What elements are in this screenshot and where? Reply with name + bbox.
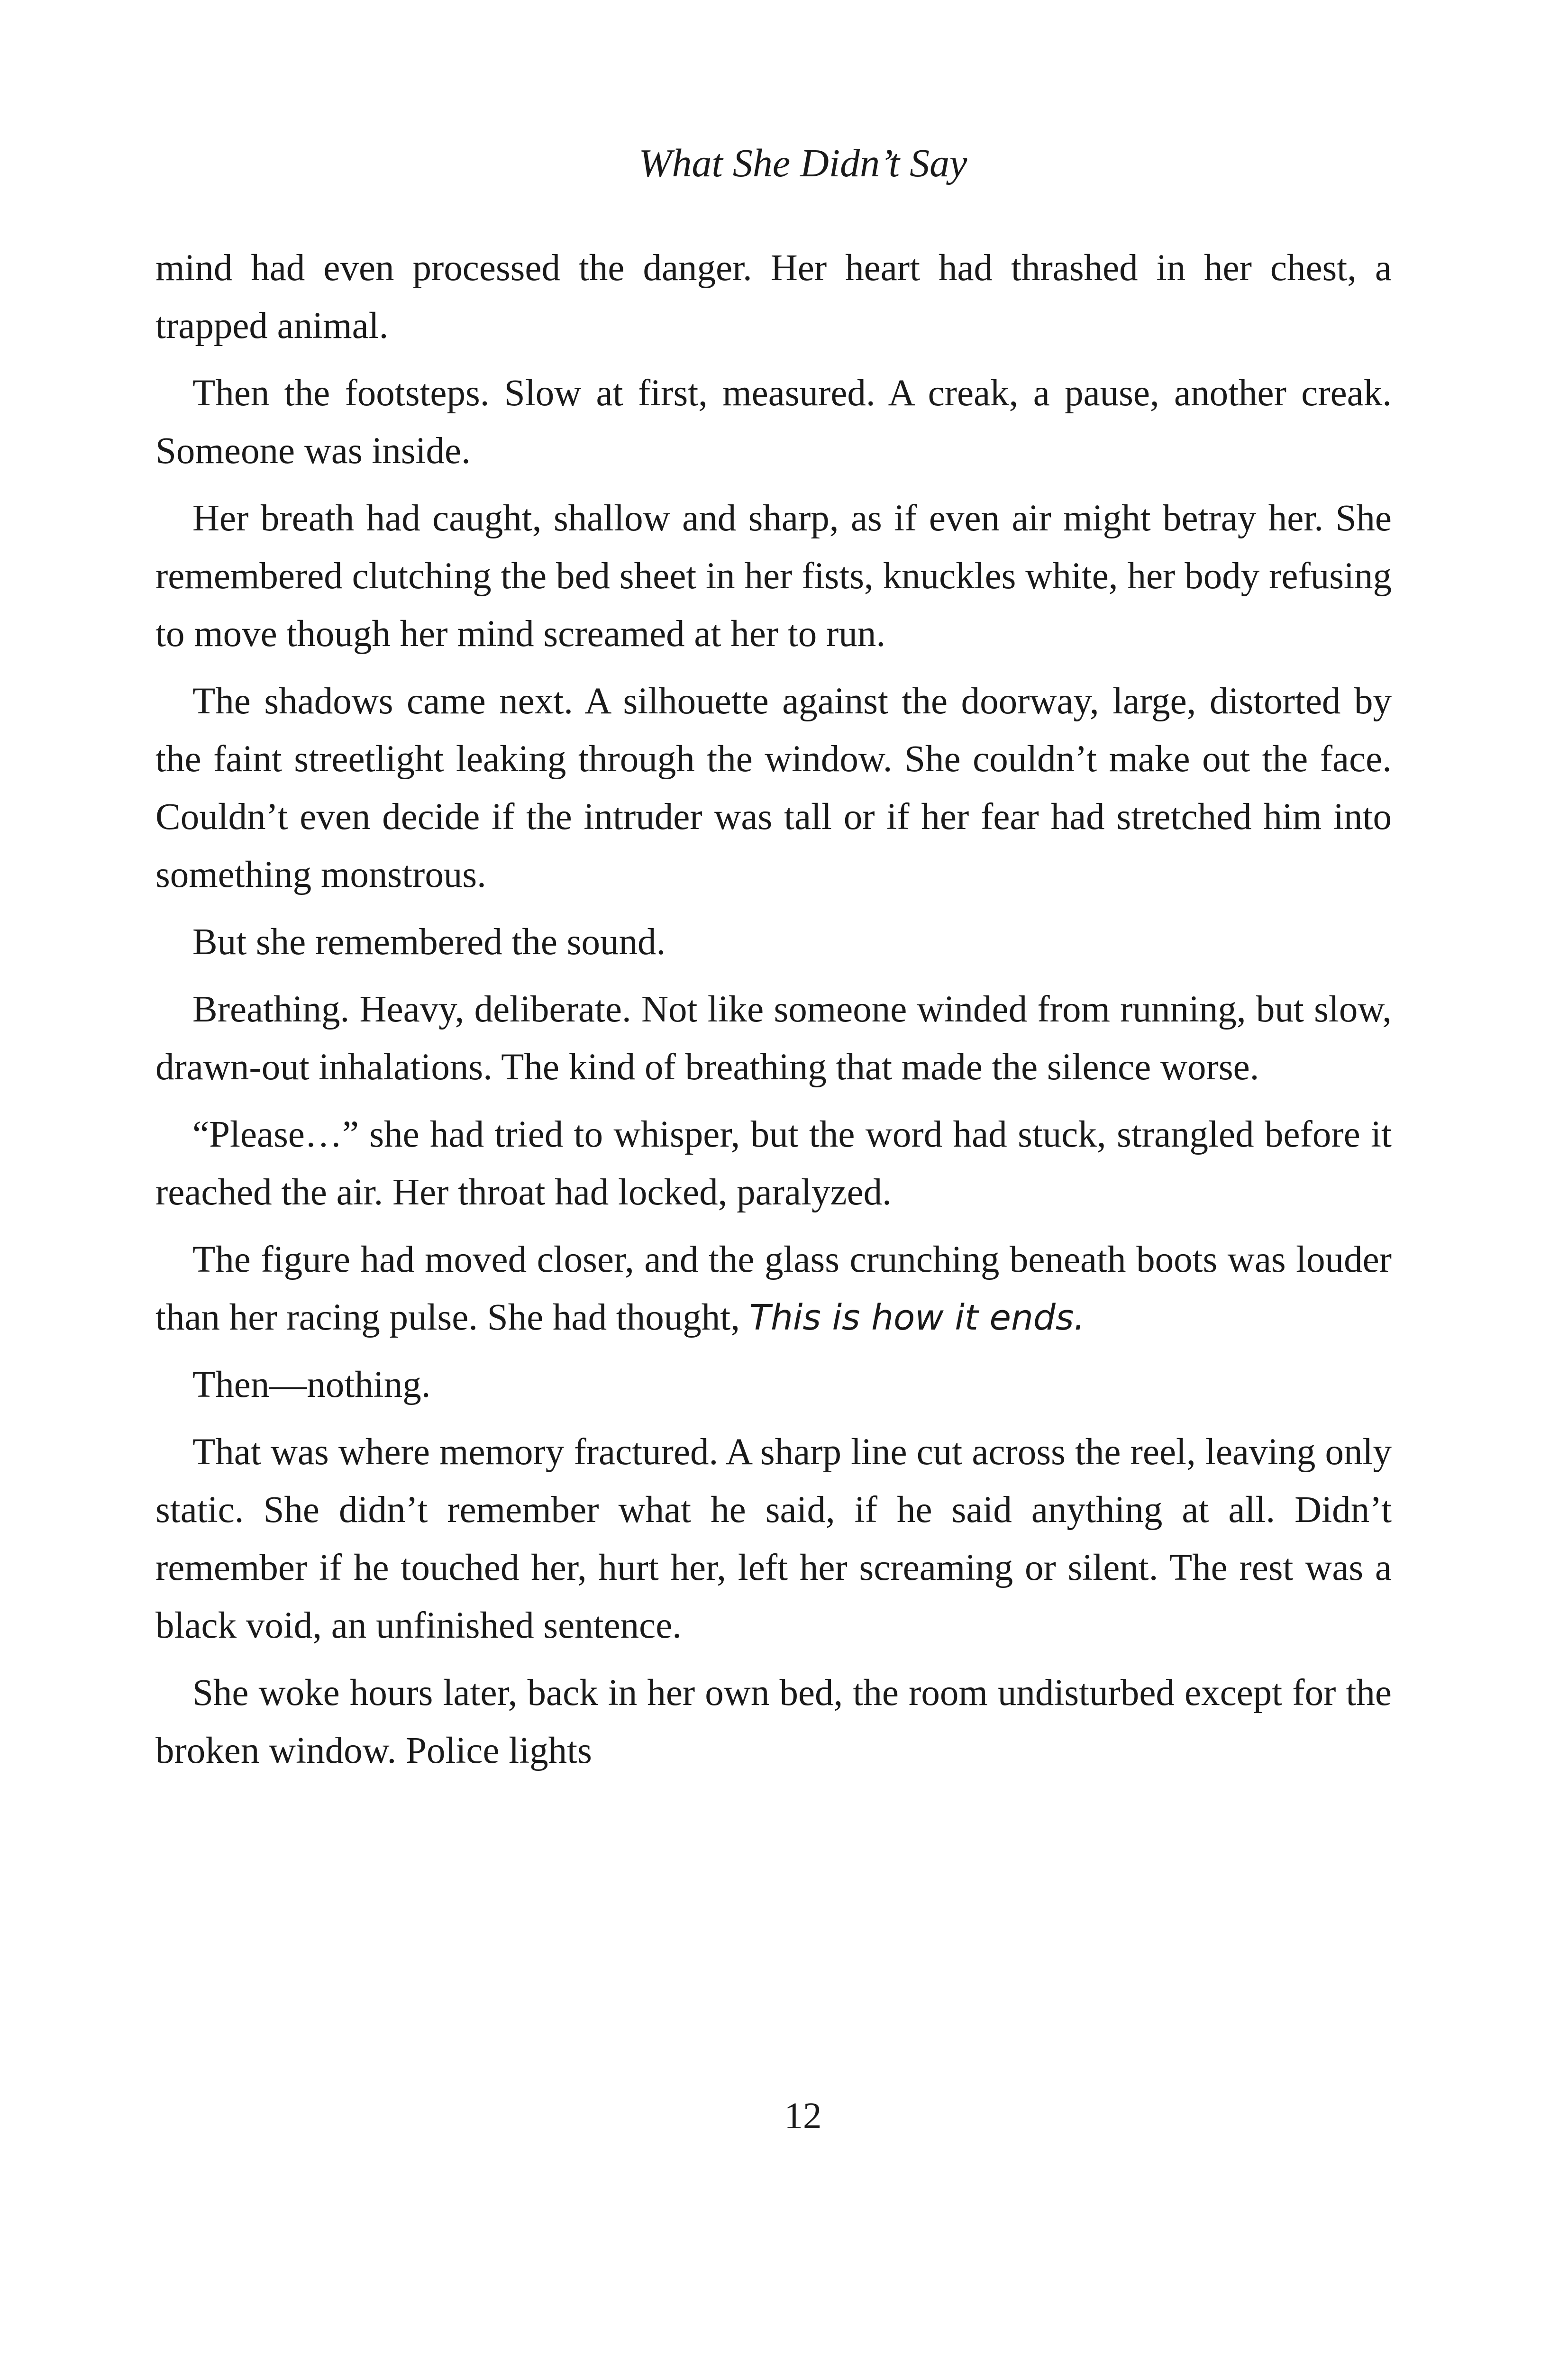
paragraph <box>155 1231 1392 1347</box>
emphasized-thought: This is how it ends. <box>749 1297 1085 1338</box>
paragraph: Her breath had caught, shallow and sharp, as if even air might betray her. She remembered clutching the bed sheet in her fists, knuckles white, her body refusing to move though her mind screamed at her to run. <box>155 498 1392 655</box>
running-header-title: What She Didn’t Say <box>638 141 967 185</box>
paragraph: Breathing. Heavy, deliberate. Not like someone winded from running, but slow, drawn-out inhalations. The kind of breathing that made the silence worse. <box>155 989 1392 1088</box>
paragraph: That was where memory fractured. A sharp line cut across the reel, leaving only static. She didn’t remember what he said, if he said anything at all. Didn’t remember if he touched her, hurt her, left her screaming or silent. The rest was a black void, an unfinished sentence. <box>155 1431 1392 1646</box>
body-text <box>155 239 1392 1789</box>
page-number: 12 <box>784 2096 822 2137</box>
paragraph-text: The figure had moved closer, and the glass crunching beneath boots was louder than her racing pulse. She had thought, <box>155 1239 1392 1338</box>
paragraph: The shadows came next. A silhouette against the doorway, large, distorted by the faint streetlight leaking through the window. She couldn’t make out the face. Couldn’t even decide if the intruder was tall or if her fear had stretched him into something monstrous. <box>155 681 1392 895</box>
paragraph: Then the footsteps. Slow at first, measured. A creak, a pause, another creak. Someone was inside. <box>155 373 1392 472</box>
paragraph: mind had even processed the danger. Her heart had thrashed in her chest, a trapped animal. <box>155 247 1392 346</box>
paragraph: She woke hours later, back in her own bed, the room undisturbed except for the broken window. Police lights <box>155 1672 1392 1771</box>
paragraph: But she remembered the sound. <box>192 921 666 963</box>
paragraph: Then—nothing. <box>192 1364 431 1405</box>
paragraph: “Please…” she had tried to whisper, but the word had stuck, strangled before it reached the air. Her throat had locked, paralyzed. <box>155 1114 1392 1213</box>
